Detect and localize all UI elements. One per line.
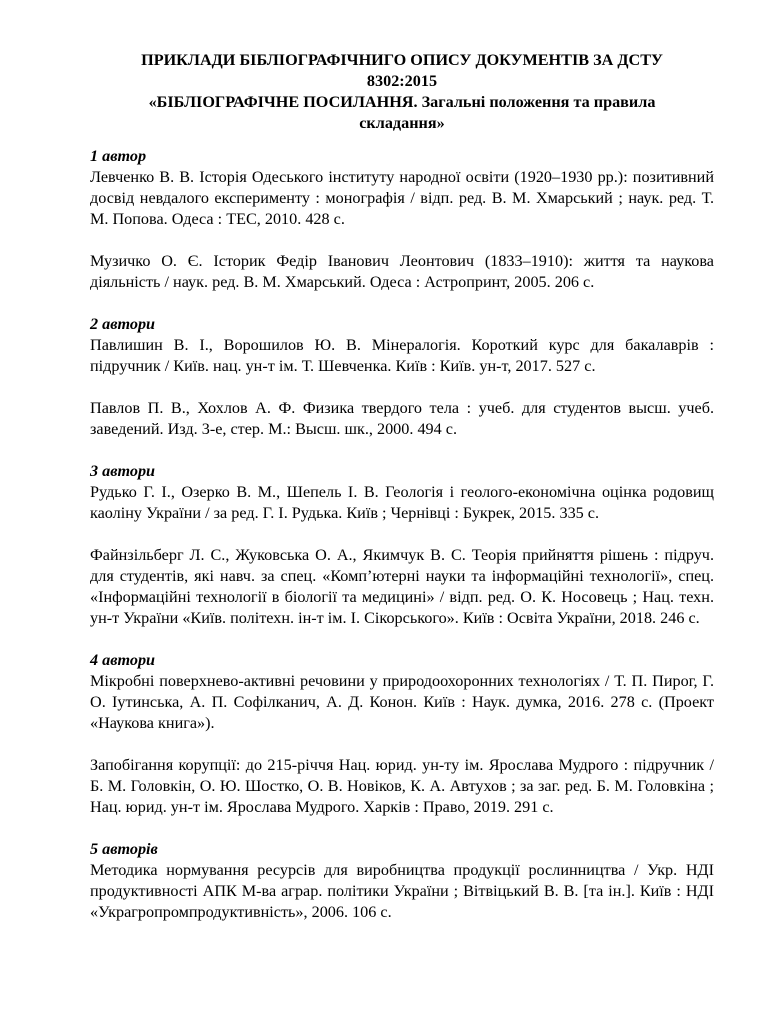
- spacer: [90, 629, 714, 650]
- section-1-author: [90, 146, 714, 293]
- section-3-authors: [90, 461, 714, 629]
- section-heading: 4 автори: [90, 651, 156, 669]
- spacer: [90, 440, 714, 461]
- title-line: ПРИКЛАДИ БІБЛІОГРАФІЧНИГО ОПИСУ ДОКУМЕНТІВ ЗА ДСТУ: [141, 51, 663, 69]
- section-heading: 3 автори: [90, 462, 156, 480]
- section-2-authors: [90, 314, 714, 440]
- document-title: [90, 50, 714, 134]
- spacer: [90, 230, 714, 251]
- bibliography-entry: Мікробні поверхнево-активні речовини у природоохоронних технологіях / Т. П. Пирог, Г. О. Іутинська, А. П. Софілканич, А. Д. Конон. Київ : Наук. думка, 2016. 278 с. (Проект «Наукова книга»).: [90, 672, 714, 732]
- title-line: «БІБЛІОГРАФІЧНЕ ПОСИЛАННЯ. Загальні положення та правила: [148, 93, 656, 111]
- bibliography-entry: Павлишин В. І., Ворошилов Ю. В. Мінералогія. Короткий курс для бакалаврів : підручник / Київ. нац. ун-т ім. Т. Шевченка. Київ : Київ. ун-т, 2017. 527 с.: [90, 336, 714, 375]
- bibliography-entry: Рудько Г. І., Озерко В. М., Шепель І. В. Геологія і геолого-економічна оцінка родовищ каоліну України / за ред. Г. І. Рудька. Київ ; Чернівці : Букрек, 2015. 335 с.: [90, 483, 714, 522]
- bibliography-entry: Запобігання корупції: до 215-річчя Нац. юрид. ун-ту ім. Ярослава Мудрого : підручник / Б. М. Головкін, О. Ю. Шостко, О. В. Новіков, К. А. Автухов ; за заг. ред. Б. М. Головкіна ; Нац. юрид. ун-т ім. Ярослава Мудрого. Харків : Право, 2019. 291 с.: [90, 756, 714, 816]
- section-4-authors: [90, 650, 714, 818]
- section-heading: 1 автор: [90, 147, 147, 165]
- section-heading: 2 автори: [90, 315, 156, 333]
- spacer: [90, 734, 714, 755]
- bibliography-entry: Павлов П. В., Хохлов А. Ф. Физика твердого тела : учеб. для студентов высш. учеб. заведений. Изд. 3-е, стер. М.: Высш. шк., 2000. 494 с.: [90, 399, 714, 438]
- section-5-authors: [90, 839, 714, 923]
- document-page: [90, 50, 714, 923]
- spacer: [90, 524, 714, 545]
- spacer: [90, 818, 714, 839]
- bibliography-entry: Музичко О. Є. Історик Федір Іванович Леонтович (1833–1910): життя та наукова діяльність / наук. ред. В. М. Хмарський. Одеса : Астропринт, 2005. 206 с.: [90, 252, 714, 291]
- spacer: [90, 293, 714, 314]
- section-heading: 5 авторів: [90, 840, 158, 858]
- title-line: 8302:2015: [366, 72, 438, 90]
- bibliography-entry: Левченко В. В. Історія Одеського інституту народної освіти (1920–1930 рр.): позитивний досвід невдалого експерименту : монографія / відп. ред. В. М. Хмарський ; наук. ред. Т. М. Попова. Одеса : ТЕС, 2010. 428 с.: [90, 168, 714, 228]
- title-line: складання»: [359, 114, 445, 132]
- bibliography-entry: Файнзільберг Л. С., Жуковська О. А., Якимчук В. С. Теорія прийняття рішень : підруч. для студентів, які навч. за спец. «Комп’ютерні науки та інформаційні технології», спец. «Інформаційні технології в біології та медицині» / відп. ред. О. К. Носовець ; Нац. техн. ун-т України «Київ. політехн. ін-т ім. І. Сікорського». Київ : Освіта України, 2018. 246 с.: [90, 546, 714, 627]
- bibliography-entry: Методика нормування ресурсів для виробництва продукції рослинництва / Укр. НДІ продуктивності АПК М-ва аграр. політики України ; Вітвіцький В. В. [та ін.]. Київ : НДІ «Украгропромпродуктивність», 2006. 106 с.: [90, 861, 714, 921]
- spacer: [90, 377, 714, 398]
